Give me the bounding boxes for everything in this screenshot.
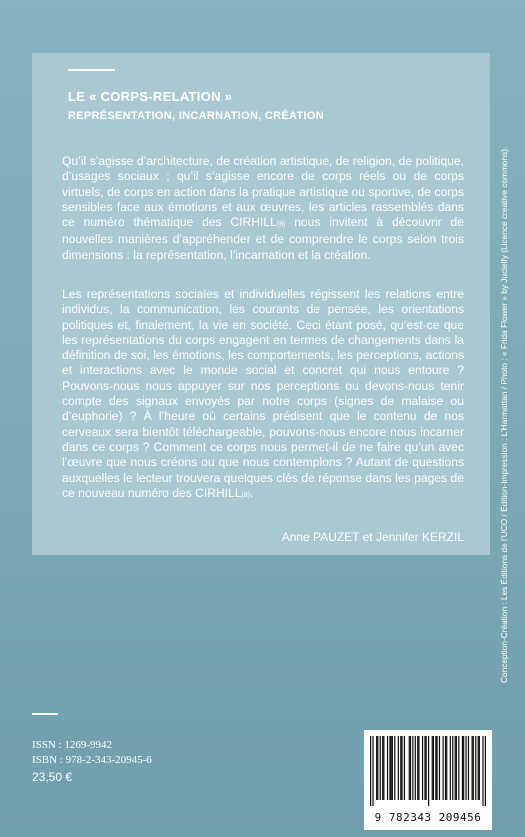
bottom-rule [32, 713, 58, 715]
paragraph-2-end: . [250, 485, 254, 500]
barcode-bars-icon [370, 736, 486, 806]
description-paragraph-1 [62, 154, 464, 263]
paragraph-1-text-a: Qu’il s’agisse d’architecture, de création artistique, de religion, de politique, d’usages sociaux ; qu’il s’agisse encore de corps réels ou de corps virtuels, de corps en action dans la pratique artistique ou sportive, de corps sensibles face aux émotions et aux œuvres, les articles rassemblés dans ce numéro thématique des CIRHILL [62, 154, 464, 230]
paragraph-2-superscript: (8) [241, 491, 251, 499]
paragraph-2-text: Les représentations sociales et individuelles régissent les relations entre individus, la communication, les courants de pensée, les orientations politiques et, finalement, la vie en société. Ceci étant posé, qu’est-ce que les représentations du corps engagent en termes de changements dans la définition de soi, les émotions, les comportements, les perceptions, actions et interactions avec le monde social et concret qui nous entoure ? Pouvons-nous nous appuyer sur nos perceptions ou devons-nous tenir compte des signaux envoyés par notre corps (signes de malaise ou d’euphorie) ? À l’heure où certains prédisent que le contenu de nos cerveaux sera bientôt téléchargeable, pouvons-nous encore nous incarner dans ce corps ? Comment ce corps nous permet-il de ne faire qu’un avec l’œuvre que nous créons ou que nous contemplons ? Autant de questions auxquelles le lecteur trouvera quelques clés de réponse dans les pages de ce nouveau numéro des CIRHILL [62, 287, 464, 500]
book-subtitle: REPRÉSENTATION, INCARNATION, CRÉATION [68, 110, 324, 122]
side-credit: Conception-Création : Les Éditions de l’UCO / Édition-Impression : L’Harmattan / Photo : « Frida Flower » by Jucielfy (Licence creative commons). [499, 146, 509, 683]
paragraph-1-superscript: (8) [276, 221, 286, 229]
title-rule [68, 69, 115, 71]
barcode-number: 9 782343 209456 [374, 811, 482, 824]
issn-text: ISSN : 1269-9942 [32, 739, 113, 751]
isbn-text: ISBN : 978-2-343-20945-6 [32, 754, 152, 766]
description-paragraph-2 [62, 287, 464, 503]
price: 23,50 € [32, 770, 73, 784]
barcode [364, 730, 492, 830]
paragraph-1-text-b: nous invitent à découvrir de nouvelles manières d’appréhender et de comprendre le corps selon trois dimensions : la représentation, l’incarnation et la création. [62, 215, 464, 262]
authors: Anne PAUZET et Jennifer KERZIL [281, 530, 464, 544]
book-title: LE « CORPS-RELATION » [68, 89, 233, 104]
